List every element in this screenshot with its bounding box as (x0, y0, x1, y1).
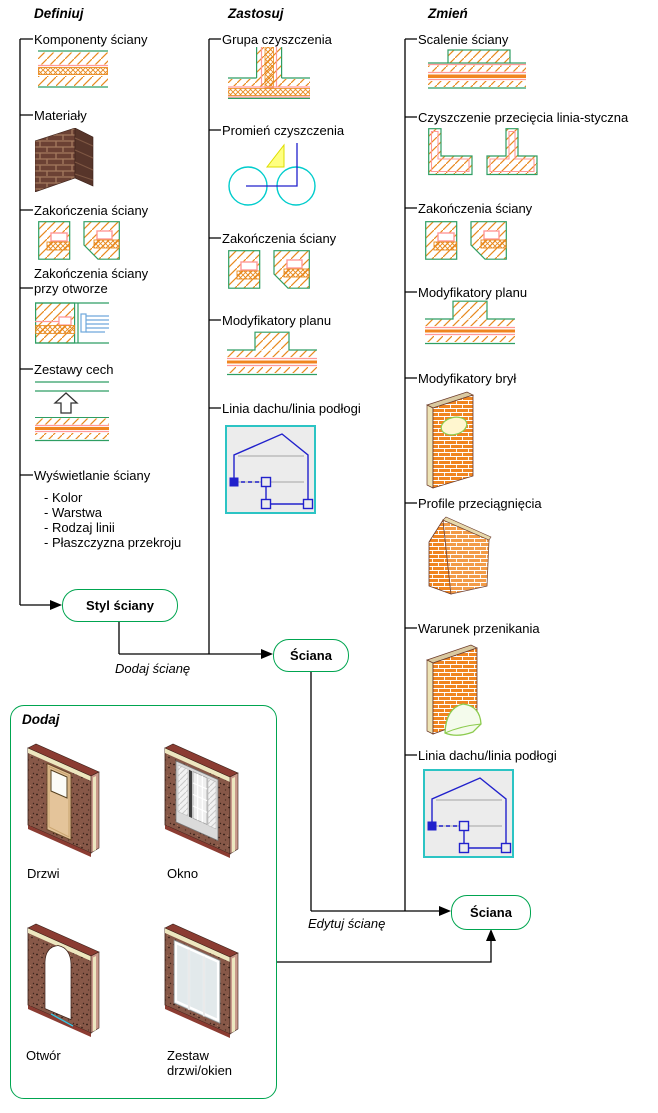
arched-opening (45, 946, 71, 1020)
item-label-roofline-2: Linia dachu/linia podłogi (418, 748, 557, 763)
item-label-wall-components: Komponenty ściany (34, 32, 148, 47)
arrow-to-wall-style (50, 600, 62, 610)
item-label-wall-endcaps-1: Zakończenia ściany (34, 203, 149, 218)
item-label-plan-modifiers-2: Modyfikatory planu (418, 285, 528, 300)
wall-merge-graphic (428, 49, 526, 89)
sweep-profiles-graphic (423, 514, 495, 596)
edge-label-add-wall: Dodaj ścianę (115, 661, 191, 676)
node-wall-add: Ściana (273, 639, 349, 672)
item-label-cleanup-radius: Promień czyszczenia (222, 123, 345, 138)
add-item-label-window: Okno (167, 866, 199, 881)
add-box-header: Dodaj (22, 712, 60, 727)
item-label-roofline-1: Linia dachu/linia podłogi (222, 401, 361, 416)
item-label-property-sets: Zestawy cech (34, 362, 114, 377)
column-header-modify: Zmień (428, 6, 468, 21)
roofline-floorline-graphic (225, 425, 316, 514)
wall-components-graphic (38, 50, 108, 88)
body-modifiers-graphic (423, 388, 485, 491)
cleanup-radius-graphic (227, 141, 319, 207)
edge-label-edit-wall: Edytuj ścianę (308, 916, 386, 931)
cleanup-group-graphic (228, 47, 310, 99)
plan-modifiers-graphic (227, 331, 317, 376)
wall-endcaps-graphic (38, 221, 120, 261)
sub-item-layer: - Warstwa (44, 505, 103, 520)
column-header-apply: Zastosuj (228, 6, 284, 21)
item-label-wall-endcaps-2: Zakończenia ściany (222, 231, 337, 246)
interference-condition-graphic (423, 640, 493, 736)
sub-item-color: - Kolor (44, 490, 83, 505)
plan-modifiers-graphic (425, 300, 515, 345)
sub-item-section-plane: - Płaszczyzna przekroju (44, 535, 182, 550)
item-label-cleanup-group: Grupa czyszczenia (222, 32, 332, 47)
item-label-wall-display: Wyświetlanie ściany (34, 468, 151, 483)
roofline-floorline-graphic (423, 769, 514, 858)
wall-endcaps-graphic (425, 221, 507, 261)
item-label-materials: Materiały (34, 108, 87, 123)
add-item-label-door: Drzwi (27, 866, 60, 881)
window-wall-graphic (162, 732, 250, 865)
node-wall-style: Styl ściany (62, 589, 178, 622)
door-wall-graphic (25, 732, 110, 865)
node-wall-edit: Ściana (451, 895, 531, 930)
angle-marker-icon (267, 145, 284, 167)
sub-item-linetype: - Rodzaj linii (44, 520, 115, 535)
item-label-interference: Warunek przenikania (418, 621, 540, 636)
item-label-corner-tee-cleanup: Czyszczenie przecięcia linia-styczna (418, 110, 629, 125)
item-label-body-modifiers: Modyfikatory brył (418, 371, 517, 386)
item-label-wall-merge: Scalenie ściany (418, 32, 509, 47)
arrow-to-wall-node (261, 649, 273, 659)
up-arrow-icon (55, 393, 77, 413)
arrow-to-wall-edit-node (439, 906, 451, 916)
add-item-label-opening: Otwór (26, 1048, 61, 1063)
opening-endcaps-graphic (35, 302, 109, 344)
item-label-plan-modifiers-1: Modyfikatory planu (222, 313, 332, 328)
item-label-sweep-profiles: Profile przeciągnięcia (418, 496, 542, 511)
materials-brick-graphic (35, 128, 95, 192)
property-sets-graphic (35, 381, 109, 443)
opening-wall-graphic (25, 912, 110, 1046)
item-label-opening-endcaps: Zakończenia ściany przy otworze (34, 266, 149, 296)
add-item-label-assembly: Zestaw drzwi/okien (167, 1048, 233, 1078)
arrow-from-add-box (486, 929, 496, 941)
column-header-define: Definiuj (34, 6, 84, 21)
door-window-assembly-graphic (162, 912, 250, 1046)
item-label-wall-endcaps-3: Zakończenia ściany (418, 201, 533, 216)
wall-endcaps-graphic (228, 250, 310, 290)
corner-tee-cleanup-graphic (428, 128, 538, 176)
